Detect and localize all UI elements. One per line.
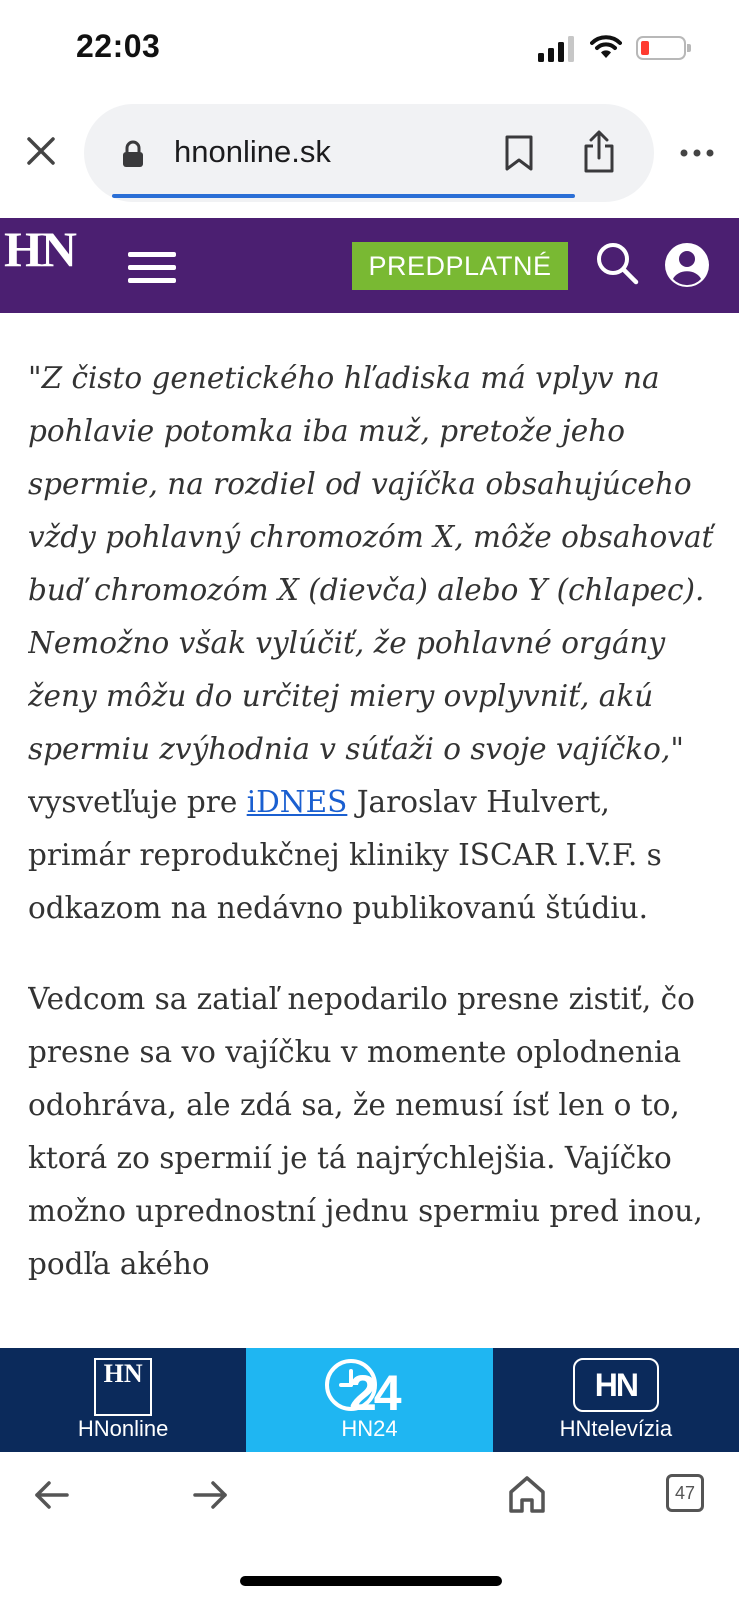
share-icon[interactable] <box>582 130 616 174</box>
forward-arrow-icon[interactable] <box>192 1480 228 1510</box>
hn-logo[interactable]: HN <box>4 221 75 277</box>
hnonline-logo-icon: HN <box>94 1358 152 1416</box>
article-body <box>28 352 718 1342</box>
channel-label: HNonline <box>77 1416 169 1441</box>
status-time: 22:03 <box>76 28 161 64</box>
url-text: hnonline.sk <box>174 134 331 169</box>
channel-bar <box>0 1348 739 1452</box>
search-icon[interactable] <box>594 240 640 286</box>
bookmark-icon[interactable] <box>504 134 534 172</box>
tabs-icon[interactable]: 47 <box>666 1474 704 1512</box>
home-indicator <box>240 1576 502 1586</box>
lock-icon <box>122 140 144 168</box>
menu-icon[interactable] <box>128 252 176 284</box>
wifi-icon <box>590 34 622 60</box>
svg-text:24: 24 <box>349 1365 400 1416</box>
idnes-link[interactable]: iDNES <box>246 785 348 819</box>
more-icon[interactable] <box>680 148 714 158</box>
channel-label: HN24 <box>341 1416 398 1441</box>
article-text: Jaroslav Hulvert, primár reprodukčnej kliniky ISCAR I.V.F. s odkazom na nedávno publikovanú štúdiu. <box>28 785 662 925</box>
page-load-progress <box>112 194 575 198</box>
channel-hntelevizia[interactable] <box>493 1348 739 1452</box>
back-arrow-icon[interactable] <box>34 1480 70 1510</box>
url-field[interactable] <box>84 104 654 202</box>
close-icon[interactable] <box>22 132 60 170</box>
article-text: vysvetľuje pre <box>28 785 247 819</box>
hn24-logo-icon <box>321 1354 417 1421</box>
channel-hn24[interactable] <box>246 1348 492 1452</box>
subscribe-button[interactable]: PREDPLATNÉ <box>352 242 568 290</box>
status-bar <box>0 0 739 100</box>
battery-low-icon <box>636 36 686 60</box>
article-paragraph <box>28 352 718 935</box>
hntelevizia-logo-icon: HN <box>573 1358 659 1412</box>
article-paragraph: Vedcom sa zatiaľ nepodarilo presne zistiť, čo presne sa vo vajíčku v momente oplodnenia odohráva, ale zdá sa, že nemusí ísť len o to, ktorá zo spermií je tá najrýchlejšia. Vajíčko možno uprednostní jednu spermiu pred inou, podľa akého <box>28 982 703 1281</box>
account-icon[interactable] <box>664 242 710 288</box>
channel-hnonline[interactable] <box>0 1348 246 1452</box>
channel-label: HNtelevízia <box>559 1416 673 1441</box>
browser-toolbar <box>0 1452 739 1600</box>
home-icon[interactable] <box>508 1474 546 1514</box>
site-header <box>0 218 739 313</box>
article-quote: "Z čisto genetického hľadiska má vplyv na pohlavie potomka iba muž, pretože jeho spermie, na rozdiel od vajíčka obsahujúceho vždy pohlavný chromozóm X, môže obsahovať buď chromozóm X (dievča) alebo Y (chlapec). Nemožno však vylúčiť, že pohlavné orgány ženy môžu do určitej miery ovplyvniť, akú spermiu zvýhodnia v súťaži o svoje vajíčko," <box>28 361 714 766</box>
cellular-signal-icon <box>538 36 574 62</box>
browser-address-bar <box>0 100 739 208</box>
